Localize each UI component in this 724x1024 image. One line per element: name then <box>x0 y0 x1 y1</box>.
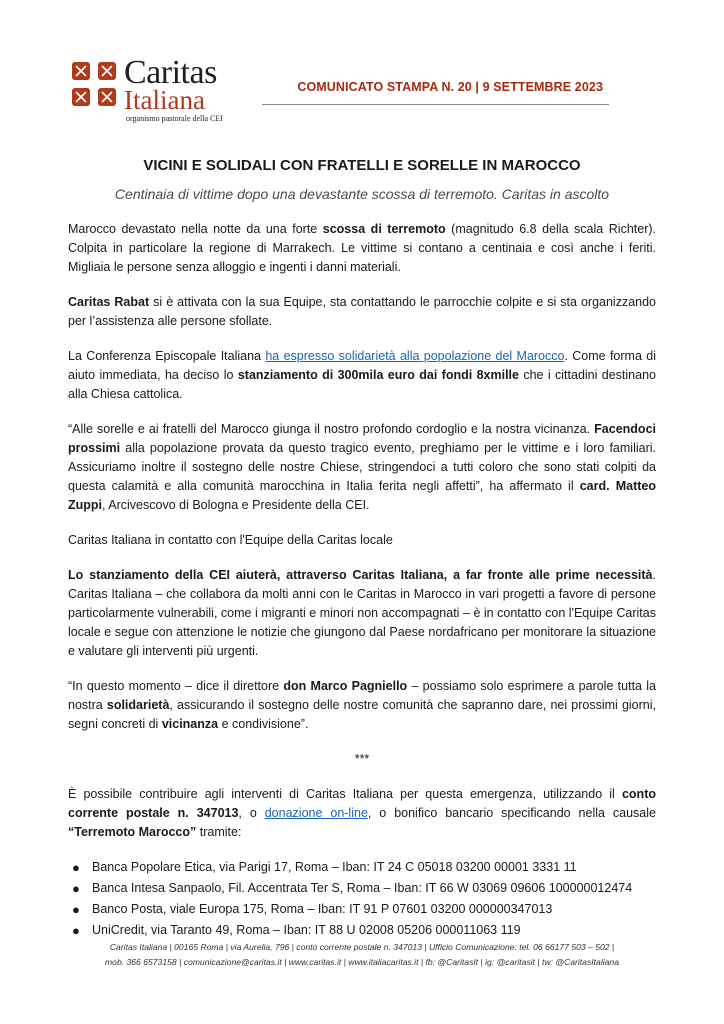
p8-text-c: , o <box>238 806 265 820</box>
section-separator: *** <box>354 752 370 766</box>
bank-list-item <box>72 879 656 898</box>
footer-line-2: mob. 366 6573158 | comunicazione@caritas.it | www.caritas.it | www.italiacaritas.it | fb: @CaritasIt | ig: @caritasit | tw: @CaritasItaliana <box>105 957 619 967</box>
paragraph-5: Caritas Italiana in contatto con l'Equipe della Caritas locale <box>68 533 393 547</box>
p7-text-c: – possiamo solo esprimere a parole tutta la nostra <box>68 679 656 712</box>
bullet-icon: ● <box>72 860 80 875</box>
bank-text: Banca Intesa Sanpaolo, Fil. Accentrata Ter S, Roma – Iban: IT 66 W 03069 09606 100000012474 <box>92 881 633 895</box>
caritas-logo <box>68 54 238 128</box>
p6-bold: Lo stanziamento della CEI aiuterà, attraverso Caritas Italiana, a far fronte alle prime necessità <box>68 568 653 582</box>
p4-bold-d: card. Matteo Zuppi <box>68 479 656 512</box>
bank-list-item <box>72 858 656 877</box>
paragraph-6 <box>68 566 656 661</box>
p1-bold: scossa di terremoto <box>322 222 446 236</box>
online-donation-link[interactable]: donazione on-line <box>264 806 368 820</box>
bank-list-item <box>72 900 656 919</box>
bullet-icon: ● <box>72 881 80 896</box>
document-footer <box>50 940 674 970</box>
document-subtitle: Centinaia di vittime dopo una devastante scossa di terremoto. Caritas in ascolto <box>114 186 610 202</box>
p3-text-d: che i cittadini destinano alla Chiesa cattolica. <box>68 368 656 401</box>
press-release-header: COMUNICATO STAMPA N. 20 | 9 SETTEMBRE 2023 <box>297 80 603 94</box>
logo-tagline: organismo pastorale della CEI <box>126 114 223 123</box>
paragraph-8 <box>68 785 656 842</box>
p3-text-a: La Conferenza Episcopale Italiana <box>68 349 266 363</box>
bank-list <box>68 858 656 940</box>
paragraph-2 <box>68 293 656 331</box>
p1-text-c: (magnitudo 6.8 della scala Richter). Colpita in particolare la regione di Marrakech. Le vittime si contano a centinaia e così anche i feriti. Migliaia le persone senza alloggio e ingenti i danni materiali. <box>68 222 656 274</box>
p7-bold-f: vicinanza <box>161 717 219 731</box>
paragraph-4 <box>68 420 656 515</box>
p8-bold-e: “Terremoto Marocco” <box>68 825 197 839</box>
p8-bold-b: conto corrente postale n. 347013 <box>68 787 656 820</box>
cei-solidarity-link[interactable]: ha espresso solidarietà alla popolazione del Marocco <box>265 349 565 363</box>
document-body <box>68 220 656 942</box>
logo-subtitle: Italiana <box>124 85 205 115</box>
p1-text-a: Marocco devastato nella notte da una forte <box>68 222 323 236</box>
bank-text: Banca Popolare Etica, via Parigi 17, Roma – Iban: IT 24 C 05018 03200 00001 3331 11 <box>92 860 577 874</box>
p8-text-a: È possibile contribuire agli interventi di Caritas Italiana per questa emergenza, utilizzando il <box>68 787 622 801</box>
p7-bold-d: solidarietà <box>106 698 170 712</box>
p4-text-a: “Alle sorelle e ai fratelli del Marocco giunga il nostro profondo cordoglio e la nostra vicinanza. <box>68 422 595 436</box>
bank-text: Banco Posta, viale Europa 175, Roma – Iban: IT 91 P 07601 03200 000000347013 <box>92 902 553 916</box>
p4-text-e: , Arcivescovo di Bologna e Presidente della CEI. <box>102 498 370 512</box>
document-title: VICINI E SOLIDALI CON FRATELLI E SORELLE IN MAROCCO <box>143 157 581 174</box>
p8-text-f: tramite: <box>196 825 242 839</box>
p7-text-e: , assicurando il sostegno delle nostre comunità che sapranno dare, nei prossimi giorni, segni concreti di <box>68 698 656 731</box>
paragraph-1 <box>68 220 656 277</box>
bank-list-item <box>72 921 656 940</box>
caritas-cross-icon <box>68 58 120 110</box>
p7-text-g: e condivisione”. <box>218 717 309 731</box>
bullet-icon: ● <box>72 902 80 917</box>
p8-text-d: , o bonifico bancario specificando nella causale <box>367 806 656 820</box>
p7-text-a: “In questo momento – dice il direttore <box>68 679 284 693</box>
paragraph-7 <box>68 677 656 734</box>
bullet-icon: ● <box>72 923 80 938</box>
p4-text-c: alla popolazione provata da questo tragico evento, preghiamo per le vittime e i loro familiari. Assicuriamo inoltre il sostegno delle nostre Chiese, stringendoci a tutti coloro che sono stati colpiti da questa calamità e alla comunità marocchina in Italia ferita negli affetti”, ha affermato il <box>68 441 656 493</box>
p6-text: . Caritas Italiana – che collabora da molti anni con le Caritas in Marocco in vari progetti a favore di persone particolarmente vulnerabili, come i migranti e minori non accompagnati – è in contatto con l'Equipe Caritas locale e segue con attenzione le notizie che giungono dal Paese nordafricano per monitorare la situazione e valutare gli interventi più urgenti. <box>68 568 656 658</box>
p7-bold-b: don Marco Pagniello <box>283 679 408 693</box>
header-divider <box>262 104 609 105</box>
logo-title: Caritas <box>124 54 217 91</box>
footer-line-1: Caritas Italiana | 00165 Roma | via Aurelia, 796 | conto corrente postale n. 347013 | Ufficio Comunicazione: tel. 06 66177 503 – 502 | <box>109 942 615 952</box>
p3-bold: stanziamento di 300mila euro dai fondi 8xmille <box>237 368 519 382</box>
bank-text: UniCredit, via Taranto 49, Roma – Iban: IT 88 U 02008 05206 000011063 119 <box>92 923 521 937</box>
p4-bold-b: Facendoci prossimi <box>68 422 656 455</box>
p3-text-b: . Come forma di aiuto immediata, ha deciso lo <box>68 349 656 382</box>
p2-bold: Caritas Rabat <box>68 295 150 309</box>
paragraph-3 <box>68 347 656 404</box>
p2-text: si è attivata con la sua Equipe, sta contattando le parrocchie colpite e si sta organizzando per l’assistenza alle persone sfollate. <box>68 295 657 328</box>
